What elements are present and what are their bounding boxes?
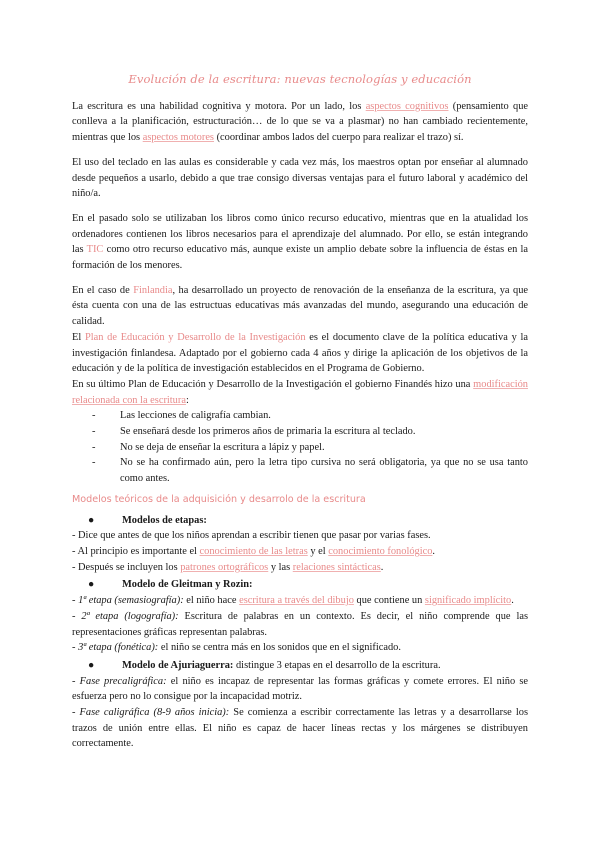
- line: - 1ª etapa (semasiografía): el niño hace escritura a través del dibujo que contiene un significado implícito.: [72, 595, 514, 607]
- highlight-plan: Plan de Educación y Desarrollo de la Investigación: [84, 331, 306, 343]
- paragraph-tic: En el pasado solo se utilizaban los libros como único recurso educativo, mientras que en la atualidad los ordenadores contienen los libros necesarios para el aprendizaje del alumnado. Por ello, se están integrando las TIC como otro recurso educativo más, aunque existe un amplio debate sobre la influencia de éstas en la formación de los menores.: [72, 212, 528, 272]
- bullet-icon: ●: [88, 514, 95, 526]
- link-aspectos-motores[interactable]: aspectos motores: [142, 132, 214, 144]
- paragraph-finlandia: En el caso de Finlandia, ha desarrollado un proyecto de renovación de la enseñanza de la escritura, ya que ésta cuenta con una de las estructuas educativas más avanzadas del mundo, asegurando una educación de calidad.: [72, 284, 529, 328]
- changes-list: [72, 408, 528, 487]
- heading-ajuriaguerra: ● Modelo de Ajuriaguerra: distingue 3 etapas en el desarrollo de la escritura.: [72, 658, 528, 674]
- bullet-icon: ●: [88, 579, 95, 591]
- line: - 2ª etapa (logografía): Escritura de palabras en un contexto. Es decir, el niño comprende que las representaciones gráficas representan palabras.: [72, 610, 528, 638]
- link-conocimiento-fonologico[interactable]: conocimiento fonológico: [328, 545, 433, 557]
- heading-gleitman-rozin: ● Modelo de Gleitman y Rozin:: [72, 577, 528, 593]
- link-patrones-ortograficos[interactable]: patrones ortográficos: [180, 561, 269, 573]
- highlight-tic: TIC: [86, 244, 104, 256]
- paragraph-writing-skill: La escritura es una habilidad cognitiva y motora. Por un lado, los aspectos cognitivos (pensamiento que conlleva a la planificación, estructuración… de lo que se va a plasmar) no han cambiado recientemente, mientras que los aspectos motores (coordinar ambos lados del cuerpo para realizar el trazo) sí.: [72, 100, 528, 144]
- line: - 3ª etapa (fonética): el niño se centra más en los sonidos que en el significado.: [72, 642, 401, 654]
- paragraph-modificacion: En su último Plan de Educación y Desarrollo de la Investigación el gobierno Finandés hizo una modificación relacionada con la escritura:: [72, 378, 528, 406]
- list-item: - No se ha confirmado aún, pero la letra tipo cursiva no será obligatoria, ya que no se usa tanto como antes.: [92, 455, 528, 486]
- list-item: - Las lecciones de caligrafía cambian.: [92, 408, 528, 424]
- link-relaciones-sintacticas[interactable]: relaciones sintácticas: [292, 561, 381, 573]
- link-aspectos-cognitivos[interactable]: aspectos cognitivos: [365, 100, 449, 112]
- list-item: - Se enseñará desde los primeros años de primaria la escritura al teclado.: [92, 424, 528, 440]
- link-escritura-dibujo[interactable]: escritura a través del dibujo: [239, 595, 354, 607]
- page-title: Evolución de la escritura: nuevas tecnologías y educación: [128, 72, 472, 86]
- line: - Al principio es importante el conocimiento de las letras y el conocimiento fonológico.: [72, 545, 436, 557]
- paragraph-plan: El Plan de Educación y Desarrollo de la Investigación es el documento clave de la política educativa y la investigación finlandesa. Adaptado por el gobierno cada 4 años y dirige la aplicación de los objetivos de la educación y de la política de investigación establecidos en el Programa de Gobierno.: [72, 331, 529, 375]
- highlight-finlandia: Finlandia: [133, 284, 173, 296]
- line: - Después se incluyen los patrones ortográficos y las relaciones sintácticas.: [72, 561, 384, 573]
- bullet-icon: ●: [88, 659, 95, 671]
- document-page: [72, 70, 528, 752]
- link-significado-implicito[interactable]: significado implícito: [424, 595, 512, 607]
- paragraph-keyboard: El uso del teclado en las aulas es considerable y cada vez más, los maestros optan por enseñar al alumnado desde pequeños a usarlo, debido a que trae consigo diversas ventajas para el futuro laboral y académico del niño/a.: [72, 156, 528, 200]
- line: - Dice que antes de que los niños aprendan a escribir tienen que pasar por varias fases.: [72, 530, 431, 542]
- link-modificacion[interactable]: modificación relacionada con la escritura: [72, 378, 528, 406]
- link-conocimiento-letras[interactable]: conocimiento de las letras: [199, 545, 308, 557]
- list-item: - No se deja de enseñar la escritura a lápiz y papel.: [92, 440, 528, 456]
- line: - Fase caligráfica (8-9 años inicia): Se comienza a escribir correctamente las letras y a desarrollarse los trazos de unión entre ellas. El niño es capaz de hacer líneas rectas y los márgenes se distribuyen correctamente.: [72, 707, 528, 750]
- heading-modelos-etapas: ● Modelos de etapas:: [72, 513, 528, 529]
- line: - Fase precaligráfica: el niño es incapaz de representar las formas gráficas y comete errores. El niño se esfuerza pero no lo consigue por la incapacidad motriz.: [72, 675, 528, 703]
- section-subtitle: Modelos teóricos de la adquisición y desarrolo de la escritura: [72, 493, 366, 505]
